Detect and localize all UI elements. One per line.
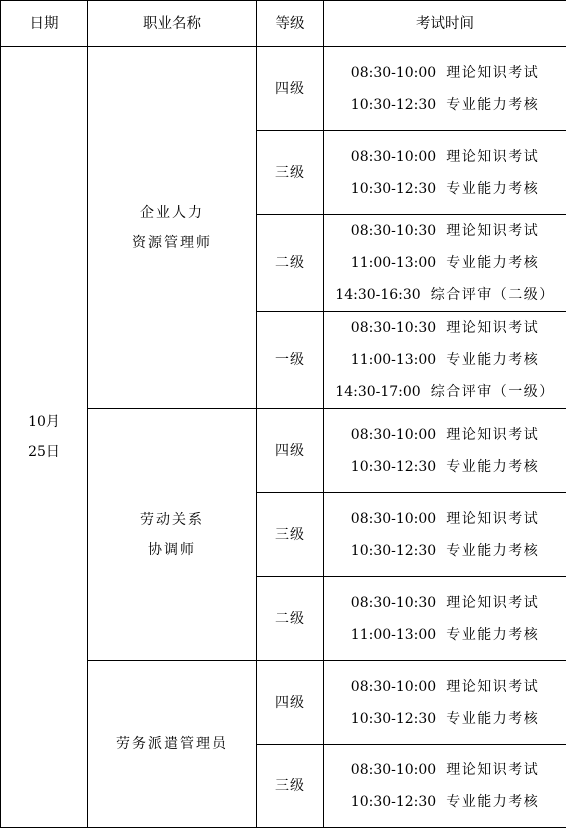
session-time: 11:00-13:00 [351,247,436,279]
exam-session [324,451,566,483]
date-line1: 10月 [1,407,87,437]
exam-time-cell [324,577,566,661]
exam-session [324,57,566,89]
exam-session [324,619,566,651]
exam-session [324,419,566,451]
occupation-name-cell [88,661,257,828]
session-time: 10:30-12:30 [351,89,436,121]
exam-time-cell [324,661,566,745]
session-subject: 专业能力考核 [446,173,539,205]
session-time: 10:30-12:30 [351,703,436,735]
session-subject: 理论知识考试 [446,754,539,786]
session-time: 08:30-10:00 [351,57,436,89]
exam-session [324,173,566,205]
session-time: 14:30-16:30 [335,279,420,311]
session-subject: 综合评审（一级） [431,376,555,408]
exam-session [324,535,566,567]
session-subject: 专业能力考核 [446,451,539,483]
date-line2: 25日 [1,437,87,467]
exam-time-cell [324,493,566,577]
schedule-body [1,47,566,828]
header-date: 日期 [1,1,88,47]
session-subject: 专业能力考核 [446,786,539,818]
session-time: 08:30-10:00 [351,754,436,786]
exam-time-cell [324,745,566,828]
occupation-name-line: 劳务派遣管理员 [88,729,256,759]
session-subject: 理论知识考试 [446,671,539,703]
session-time: 08:30-10:00 [351,671,436,703]
occupation-name-line: 资源管理师 [88,228,256,258]
session-subject: 专业能力考核 [446,619,539,651]
exam-time-cell [324,131,566,215]
level-cell: 四级 [257,409,324,493]
session-time: 08:30-10:30 [351,587,436,619]
occupation-name-line: 劳动关系 [88,505,256,535]
exam-time-cell [324,47,566,131]
level-cell: 三级 [257,493,324,577]
level-cell: 四级 [257,47,324,131]
exam-time-cell [324,409,566,493]
exam-session [324,703,566,735]
session-time: 11:00-13:00 [351,619,436,651]
occupation-name-line: 企业人力 [88,198,256,228]
session-time: 10:30-12:30 [351,535,436,567]
session-time: 08:30-10:00 [351,419,436,451]
exam-session [324,141,566,173]
exam-session [324,89,566,121]
session-subject: 理论知识考试 [446,215,539,247]
session-subject: 理论知识考试 [446,419,539,451]
header-exam-time: 考试时间 [324,1,566,47]
exam-session [324,786,566,818]
level-cell: 四级 [257,661,324,745]
exam-session [324,587,566,619]
session-time: 10:30-12:30 [351,173,436,205]
session-subject: 专业能力考核 [446,89,539,121]
level-cell: 三级 [257,745,324,828]
session-subject: 理论知识考试 [446,587,539,619]
exam-session [324,503,566,535]
session-subject: 理论知识考试 [446,503,539,535]
exam-session [324,344,566,376]
header-row [1,1,566,47]
occupation-name-cell [88,47,257,409]
session-time: 08:30-10:30 [351,215,436,247]
occupation-name-line: 协调师 [88,535,256,565]
session-subject: 理论知识考试 [446,57,539,89]
exam-session [324,671,566,703]
session-subject: 综合评审（二级） [431,279,555,311]
session-subject: 理论知识考试 [446,312,539,344]
exam-session [324,279,566,311]
exam-session [324,215,566,247]
date-cell [1,47,88,828]
level-cell: 二级 [257,215,324,312]
session-time: 08:30-10:00 [351,141,436,173]
session-subject: 理论知识考试 [446,141,539,173]
exam-session [324,754,566,786]
level-cell: 二级 [257,577,324,661]
exam-time-cell [324,312,566,409]
level-cell: 三级 [257,131,324,215]
header-occupation: 职业名称 [88,1,257,47]
session-subject: 专业能力考核 [446,344,539,376]
session-subject: 专业能力考核 [446,535,539,567]
session-time: 10:30-12:30 [351,451,436,483]
exam-session [324,376,566,408]
level-cell: 一级 [257,312,324,409]
session-time: 10:30-12:30 [351,786,436,818]
occupation-name-cell [88,409,257,661]
session-subject: 专业能力考核 [446,703,539,735]
table-row [1,47,566,131]
header-level: 等级 [257,1,324,47]
exam-time-cell [324,215,566,312]
session-time: 14:30-17:00 [335,376,420,408]
session-time: 08:30-10:30 [351,312,436,344]
session-time: 08:30-10:00 [351,503,436,535]
session-subject: 专业能力考核 [446,247,539,279]
exam-session [324,312,566,344]
session-time: 11:00-13:00 [351,344,436,376]
exam-session [324,247,566,279]
